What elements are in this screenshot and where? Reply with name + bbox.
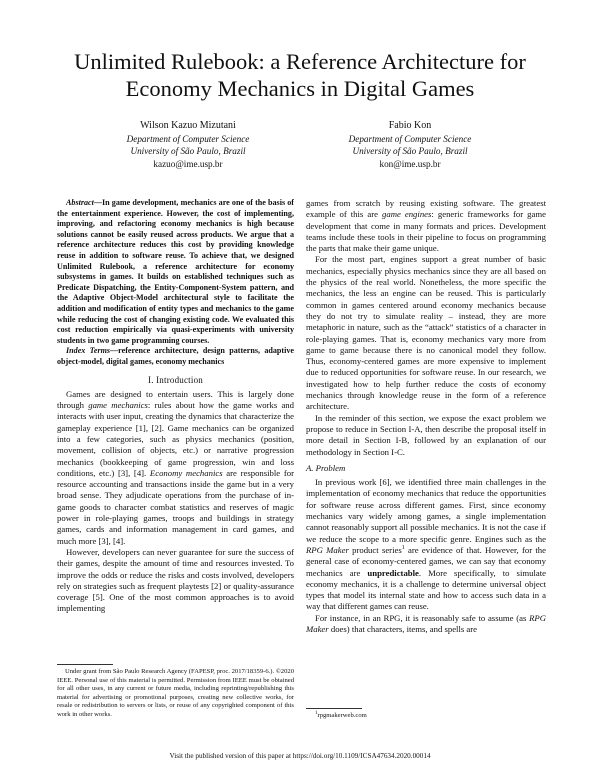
section-heading: I. Introduction [148, 374, 203, 385]
intro-paragraph-3: games from scratch by reusing existing software. The greatest example of this are game engines: generic frameworks for game development that come in many formats and prices. Development teams include these tools in their pipeline to focus on programming the parts that make their game unique. [306, 198, 546, 254]
problem-paragraph-2: For instance, in an RPG, it is reasonably safe to assume (as RPG Maker does) that characters, items, and spells are [306, 612, 546, 634]
footnote-link[interactable]: rpgmakerweb.com [317, 712, 367, 719]
left-column [57, 198, 294, 615]
copyright-footnote: Under grant from São Paulo Research Agency (FAPESP, proc. 2017/18359-6.). ©2020 IEEE. Personal use of this material is permitted. Permission from IEEE must be obtained for all other uses, in any current or future media, including reprinting/republishing this material for advertising or promotional purposes, creating new collective works, for resale or redistribution to servers or lists, or reuse of any copyrighted component of this work in other works. [57, 668, 294, 718]
subsection-heading: A. Problem [306, 462, 346, 473]
title-line-2: Economy Mechanics in Digital Games [125, 76, 475, 101]
abstract-text: —In game development, mechanics are one of the basis of the entertainment experience. However, the cost of implementing, improving, and refactoring economy mechanics is high because solutions cannot be easily reused across products. We argue that a reference architecture reduces this cost by providing knowledge reuse in addition to software reuse. To achieve that, we designed Unlimited Rulebook, a reference architecture for economy subsystems in games. It builds on established techniques such as Predicate Dispatching, the Entity-Component-System pattern, and the Adaptive Object-Model architectural style to facilitate the addition and modification of entity types and mechanics to the game while reducing the cost of changing existing code. We evaluated this cost reduction empirically via quasi-experiments with university students in two game programming courses. [57, 198, 294, 345]
author-name: Fabio Kon [388, 120, 432, 131]
author-email: kon@ime.usp.br [379, 158, 441, 169]
author-email: kazuo@ime.usp.br [153, 158, 223, 169]
paper-title [40, 48, 560, 102]
intro-paragraph-1: Games are designed to entertain users. This is largely done through game mechanics: rules about how the game works and interacts with user input, creating the dynamics that characterize the gameplay experience [1], [2]. Game mechanics can be organized into a few categories, such as physics mechanics (position, movement, collision of objects, etc.) or narrative progression mechanics (bookkeeping of game progression, win and loss conditions, etc.) [3], [4]. Economy mechanics are responsible for resource accounting and transactions inside the game but in a very broad sense. They adjudicate operations from the purchase of in-game goods to character combat statistics and reserves of magic power in role-playing games, troops and buildings in strategy games, cards and information management in card games, and much more [3], [4]. [57, 388, 294, 546]
footnote-rule [306, 708, 362, 709]
author-univ: University of São Paulo, Brazil [352, 146, 468, 156]
author-univ: University of São Paulo, Brazil [130, 146, 246, 156]
author-block-1 [78, 120, 298, 170]
footnote-rule [57, 664, 113, 665]
published-version-note[interactable]: Visit the published version of this paper at https://doi.org/10.1109/ICSA47634.2020.00014 [169, 752, 431, 760]
footnote-marker[interactable]: 1 [401, 545, 405, 552]
author-dept: Department of Computer Science [126, 133, 250, 144]
intro-paragraph-2: However, developers can never guarantee for sure the success of their games, despite the amount of time and resources invested. To improve the odds or reduce the risks and costs involved, developers rely on strategies such as frequent playtests [2] or quality-assurance coverage [5]. One of the most common approaches is to avoid implementing [57, 546, 294, 614]
intro-paragraph-4: For the most part, engines support a great number of basic mechanics, especially physics mechanics since they are all based on the physics of the real world. Nonetheless, the more specific the mechanics, the less an engine can be reused. This is particularly common in games centered around economy mechanics because they do not try to simulate reality – instead, they are more metaphoric in nature, such as the “attack” statistics of a character in role-playing games. That is, economy mechanics vary more from game to game because there is no canonical model they follow. Thus, economy-centered games are more expensive to implement due to reduced opportunities for software reuse. In our research, we investigated how to help further reduce the costs of economy mechanics through knowledge reuse in the form of a reference architecture. [306, 254, 546, 412]
author-dept: Department of Computer Science [348, 133, 472, 144]
abstract-label: Abstract [66, 198, 94, 207]
author-block-2 [300, 120, 520, 170]
problem-paragraph-1: In previous work [6], we identified three main challenges in the implementation of economy mechanics that reduce the opportunities for software reuse across different games. First, since economy mechanics vary widely among games, a single implementation cannot reasonably support all possible mechanics. It is not the case if we reduce the scope to a more specific genre. Engines such as the RPG Maker product series$^1$ are evidence of that. However, for the general case of economy-centered games, we can say that economy mechanics are unpredictable. More specifically, to simulate economy mechanics, it is a challenge to determine universal object types that model its internal state and how to access such data in a way that different games can reuse. [306, 477, 546, 612]
index-terms-label: Index Terms [66, 346, 111, 356]
index-terms-text: —reference architecture, design patterns, adaptive object-model, digital games, economy mechanics [57, 346, 295, 366]
url-footnote: $^1$rpgmakerweb.com [315, 710, 367, 719]
title-line-1: Unlimited Rulebook: a Reference Architecture for [74, 49, 526, 74]
index-terms [57, 346, 294, 367]
abstract [57, 198, 294, 346]
right-column [306, 198, 546, 635]
intro-paragraph-5: In the reminder of this section, we expose the exact problem we propose to reduce in Section I-A, then describe the proposal itself in more detail in Section I-B, followed by an explanation of our methodology in Section I-C. [306, 412, 546, 457]
author-name: Wilson Kazuo Mizutani [140, 120, 236, 131]
